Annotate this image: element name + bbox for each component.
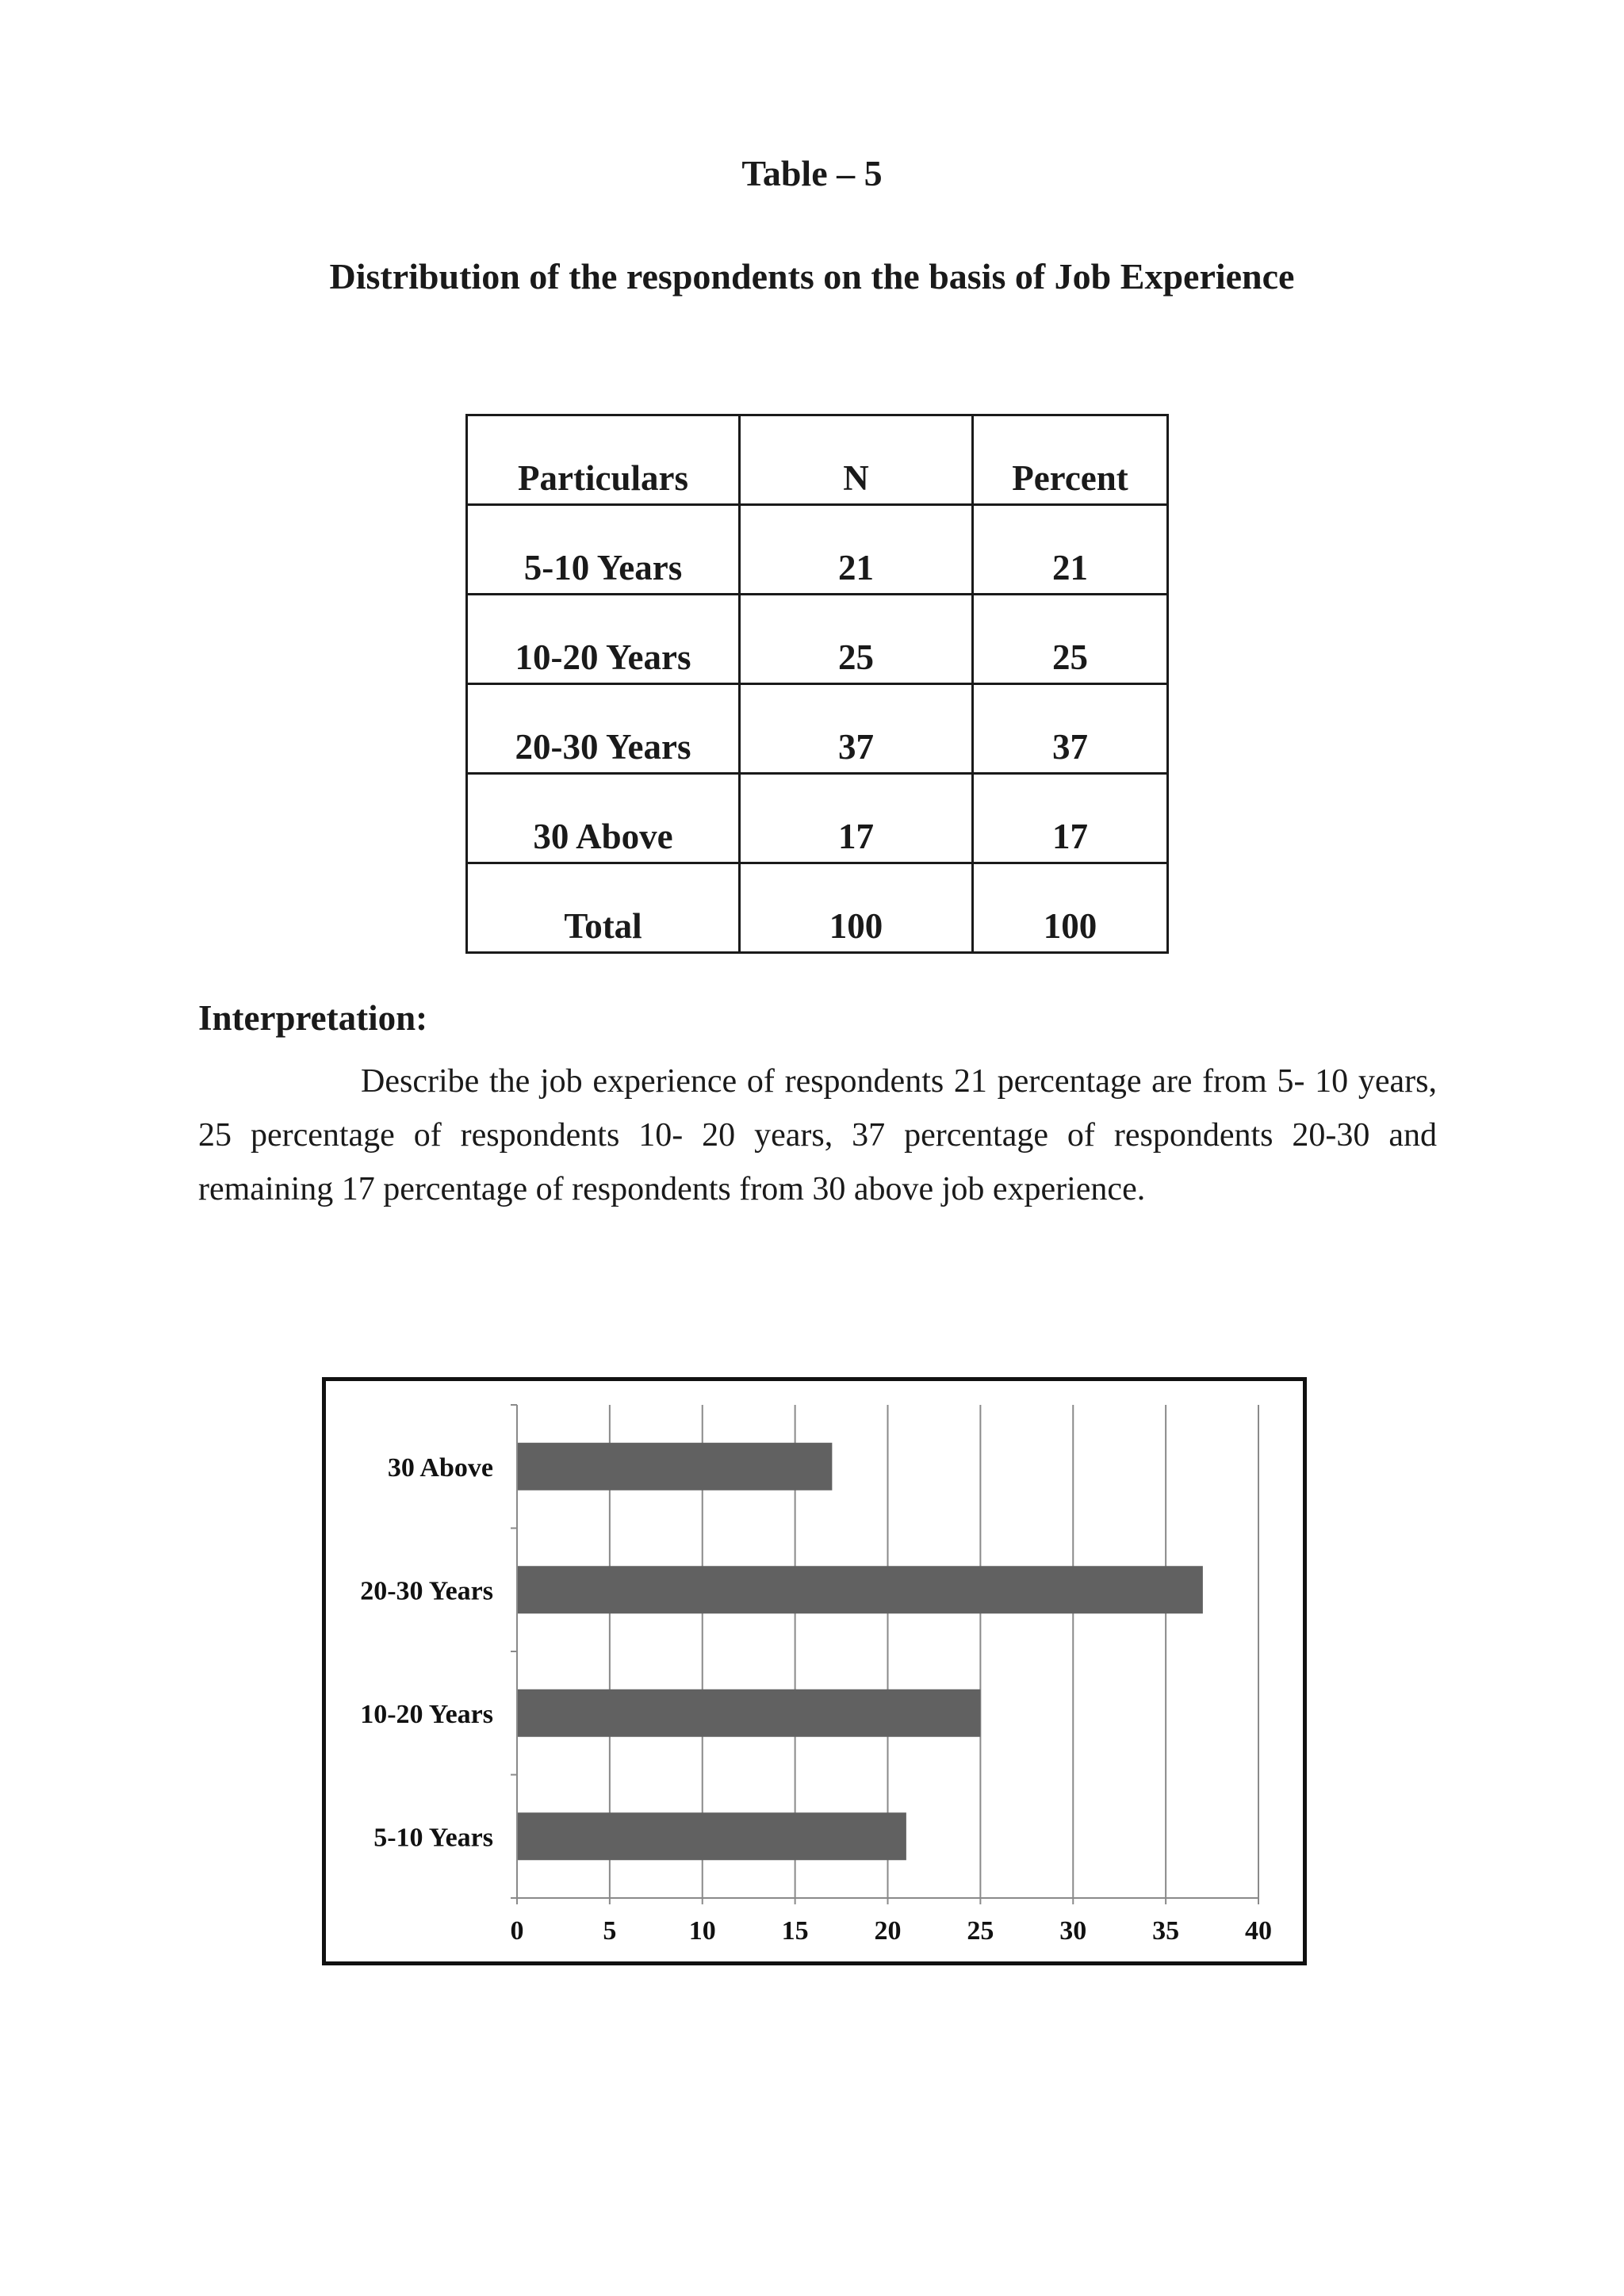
interpretation-heading: Interpretation:: [198, 998, 428, 1038]
row-particular: 30 Above: [467, 774, 740, 863]
row-percent: 37: [973, 684, 1168, 774]
bar-chart: [326, 1381, 1303, 1961]
x-tick-label: 40: [1245, 1916, 1272, 1946]
bar: [518, 1812, 906, 1860]
row-particular: 10-20 Years: [467, 595, 740, 684]
interpretation-paragraph: Describe the job experience of respondents 21 percentage are from 5- 10 years, 25 percentage of respondents 10- 20 years, 37 percentage of respondents 20-30 and remaining 17 percentage of respondents from 30 above job experience.: [198, 1063, 1437, 1207]
document-title: Distribution of the respondents on the basis of Job Experience: [329, 256, 1295, 297]
table-row: [467, 505, 1168, 595]
x-tick-label: 10: [688, 1916, 716, 1946]
table-total-row: [467, 863, 1168, 953]
bar: [518, 1443, 832, 1490]
y-tick-label: 20-30 Years: [360, 1576, 493, 1606]
experience-table: [465, 414, 1169, 954]
x-tick-label: 15: [781, 1916, 809, 1946]
header-particulars: Particulars: [467, 415, 740, 505]
table-row: [467, 595, 1168, 684]
row-percent: 25: [973, 595, 1168, 684]
row-particular: 20-30 Years: [467, 684, 740, 774]
row-n: 21: [740, 505, 973, 595]
header-percent: Percent: [973, 415, 1168, 505]
y-tick-label: 30 Above: [387, 1452, 493, 1483]
bar: [518, 1689, 980, 1737]
row-n: 25: [740, 595, 973, 684]
y-tick-label: 5-10 Years: [373, 1823, 493, 1853]
y-tick-label: 10-20 Years: [360, 1699, 493, 1729]
bar: [518, 1566, 1203, 1613]
total-label: Total: [467, 863, 740, 953]
x-tick-label: 5: [603, 1916, 617, 1946]
chart-frame: [322, 1377, 1307, 1965]
table-row: [467, 684, 1168, 774]
x-tick-label: 30: [1059, 1916, 1087, 1946]
row-n: 17: [740, 774, 973, 863]
x-tick-label: 35: [1152, 1916, 1180, 1946]
header-n: N: [740, 415, 973, 505]
row-n: 37: [740, 684, 973, 774]
table-caption: Table – 5: [741, 153, 883, 193]
x-tick-label: 0: [510, 1916, 524, 1946]
total-n: 100: [740, 863, 973, 953]
row-percent: 17: [973, 774, 1168, 863]
total-percent: 100: [973, 863, 1168, 953]
table-row: [467, 774, 1168, 863]
row-particular: 5-10 Years: [467, 505, 740, 595]
table-header-row: [467, 415, 1168, 505]
row-percent: 21: [973, 505, 1168, 595]
x-tick-label: 25: [967, 1916, 994, 1946]
x-tick-label: 20: [874, 1916, 902, 1946]
